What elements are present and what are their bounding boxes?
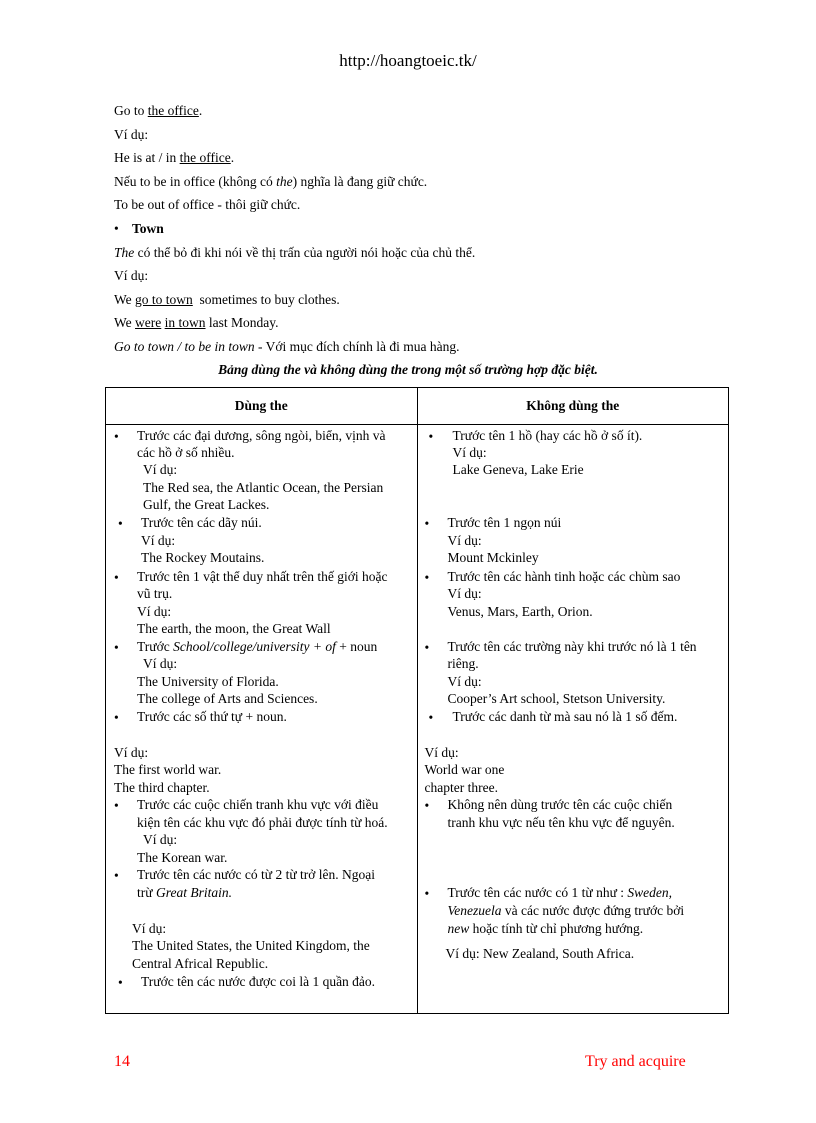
text: Go to town / to be in town xyxy=(114,338,255,354)
text: Ví dụ: xyxy=(143,832,178,847)
intro-line xyxy=(114,101,734,125)
text: in town xyxy=(164,315,206,331)
intro-line xyxy=(114,290,734,314)
text: Gulf, the Great Lackes. xyxy=(143,497,270,512)
col-header-dung-the: Dùng the xyxy=(106,388,418,425)
text: Lake Geneva, Lake Erie xyxy=(452,462,584,477)
text: ) nghĩa là đang giữ chức. xyxy=(292,173,428,189)
text: The University of Florida. xyxy=(137,674,279,689)
text: Sweden, xyxy=(627,885,673,900)
bullet-icon: • xyxy=(428,429,434,444)
text: Ví dụ: New Zealand, South Africa. xyxy=(445,946,635,961)
text: the xyxy=(276,173,293,189)
text: The earth, the moon, the Great Wall xyxy=(137,621,331,636)
text xyxy=(448,884,722,902)
text: School/college/university + of xyxy=(173,639,336,654)
text: . xyxy=(230,150,235,166)
bullet-icon: • xyxy=(114,220,119,236)
footer-tagline: Try and acquire xyxy=(585,1053,686,1070)
bullet-icon: • xyxy=(424,516,430,531)
intro-text xyxy=(114,101,734,361)
text: có thể bỏ đi khi nói về thị trấn của người nói hoặc của chủ thể. xyxy=(134,244,476,260)
text: last Monday. xyxy=(205,315,279,331)
bullet-icon: • xyxy=(114,710,119,725)
text: The college of Arts and Sciences. xyxy=(137,691,318,706)
text: + noun xyxy=(335,639,378,654)
text: Venezuela xyxy=(447,903,502,918)
bullet-icon: • xyxy=(118,516,123,531)
text: We xyxy=(114,291,136,307)
text: Great Britain. xyxy=(155,885,232,900)
text: hoặc tính từ chỉ phương hướng. xyxy=(469,921,644,936)
intro-line xyxy=(114,313,734,337)
table-row xyxy=(106,425,729,1014)
bullet-icon: • xyxy=(424,640,430,655)
right-cell xyxy=(417,425,729,1014)
page-number: 14 xyxy=(114,1053,130,1070)
text: vũ trụ. xyxy=(137,586,173,601)
text: Trước các danh từ mà sau nó là 1 số đếm. xyxy=(452,709,678,724)
left-cell-content xyxy=(106,425,417,1013)
bullet-icon: • xyxy=(424,570,430,585)
bullet-icon: • xyxy=(114,570,119,585)
intro-line xyxy=(114,243,734,267)
text: Ví dụ: xyxy=(424,745,459,760)
bullet-icon: • xyxy=(428,710,434,725)
text: Town xyxy=(132,220,164,236)
text xyxy=(448,920,644,938)
text: Ví dụ: xyxy=(143,656,178,671)
text: Trước xyxy=(137,639,174,654)
text: the office xyxy=(179,150,231,166)
text: Trước tên các nước được coi là 1 quần đảo. xyxy=(141,974,376,989)
text: kiện tên các khu vực đó phải được tính từ hoá. xyxy=(137,815,388,830)
intro-line xyxy=(114,148,734,172)
bullet-icon: • xyxy=(114,798,119,813)
text: new xyxy=(447,921,470,936)
text: The xyxy=(114,244,135,260)
intro-line xyxy=(114,172,734,196)
text: Không nên dùng trước tên các cuộc chiến xyxy=(447,797,673,812)
text: were xyxy=(135,315,162,331)
text: Ví dụ: xyxy=(132,921,167,936)
text: Trước tên các nước có từ 2 từ trở lên. Ngoại xyxy=(137,867,376,882)
text: Trước tên 1 vật thể duy nhất trên thế giới hoặc xyxy=(137,569,388,584)
text: Mount Mckinley xyxy=(447,550,539,565)
text: sometimes to buy clothes. xyxy=(192,291,340,307)
text: We xyxy=(114,315,136,331)
text: Trước tên các nước có 1 từ như : xyxy=(447,885,628,900)
right-cell-content xyxy=(418,425,729,1013)
intro-line: Ví dụ: xyxy=(114,126,149,142)
bullet-icon: • xyxy=(114,868,119,883)
text xyxy=(137,638,377,656)
text: Trước tên 1 ngọn núi xyxy=(447,515,562,530)
text: Ví dụ: xyxy=(447,533,482,548)
text: Nếu to be in office (không có xyxy=(114,173,277,189)
bullet-icon: • xyxy=(114,429,119,444)
text: - Với mục đích chính là đi mua hàng. xyxy=(254,338,460,354)
intro-line: To be out of office - thôi giữ chức. xyxy=(114,197,301,213)
text: The United States, the United Kingdom, the xyxy=(132,938,370,953)
bullet-icon: • xyxy=(424,886,430,901)
text: Trước tên các trường này khi trước nó là 1 tên xyxy=(447,639,697,654)
text: Central Africal Republic. xyxy=(132,956,269,971)
text: The Rockey Moutains. xyxy=(141,550,265,565)
text xyxy=(137,884,232,902)
text: Ví dụ: xyxy=(114,745,149,760)
text: Ví dụ: xyxy=(141,533,176,548)
text: The Red sea, the Atlantic Ocean, the Persian xyxy=(143,480,384,495)
bullet-icon: • xyxy=(118,975,123,990)
text: Ví dụ: xyxy=(447,674,482,689)
text: chapter three. xyxy=(424,780,498,795)
text: các hồ ở số nhiều. xyxy=(137,445,235,460)
text: Trước tên 1 hồ (hay các hồ ở số ít). xyxy=(452,428,643,443)
intro-line xyxy=(114,337,734,361)
col-header-khong-dung-the: Không dùng the xyxy=(417,388,729,425)
text: trừ xyxy=(137,885,156,900)
text: Trước các cuộc chiến tranh khu vực với điều xyxy=(137,797,379,812)
text: The first world war. xyxy=(114,762,222,777)
text: Ví dụ: xyxy=(452,445,487,460)
page-header-url: http://hoangtoeic.tk/ xyxy=(339,51,477,70)
text: . xyxy=(198,103,203,118)
table-caption: Bảng dùng the và không dùng the trong một số trường hợp đặc biệt. xyxy=(218,362,598,377)
text: Trước các số thứ tự + noun. xyxy=(137,709,287,724)
text xyxy=(448,902,722,920)
table-header-row xyxy=(106,388,729,425)
text: Ví dụ: xyxy=(137,604,172,619)
text: He is at / in xyxy=(114,150,180,166)
text: Trước tên các hành tinh hoặc các chùm sao xyxy=(447,569,681,584)
text: Ví dụ: xyxy=(447,586,482,601)
text: Venus, Mars, Earth, Orion. xyxy=(447,604,593,619)
text: go to town xyxy=(135,291,193,307)
text: tranh khu vực nếu tên khu vực để nguyên. xyxy=(447,815,675,830)
text: World war one xyxy=(424,762,505,777)
text: the office xyxy=(147,103,199,118)
text: The third chapter. xyxy=(114,780,210,795)
bullet-icon: • xyxy=(424,798,430,813)
text: Ví dụ: xyxy=(143,462,178,477)
text: The Korean war. xyxy=(137,850,228,865)
usage-table xyxy=(105,387,729,1014)
left-cell xyxy=(106,425,418,1014)
town-heading xyxy=(114,219,734,243)
text: riêng. xyxy=(447,656,479,671)
bullet-icon: • xyxy=(114,640,119,655)
text: Trước các đại dương, sông ngòi, biển, vịnh và xyxy=(137,428,386,443)
text: Go to xyxy=(114,103,148,118)
text: Trước tên các dãy núi. xyxy=(141,515,262,530)
text: và các nước được đứng trước bởi xyxy=(501,903,685,918)
intro-line: Ví dụ: xyxy=(114,268,149,284)
text: Cooper’s Art school, Stetson University. xyxy=(447,691,666,706)
